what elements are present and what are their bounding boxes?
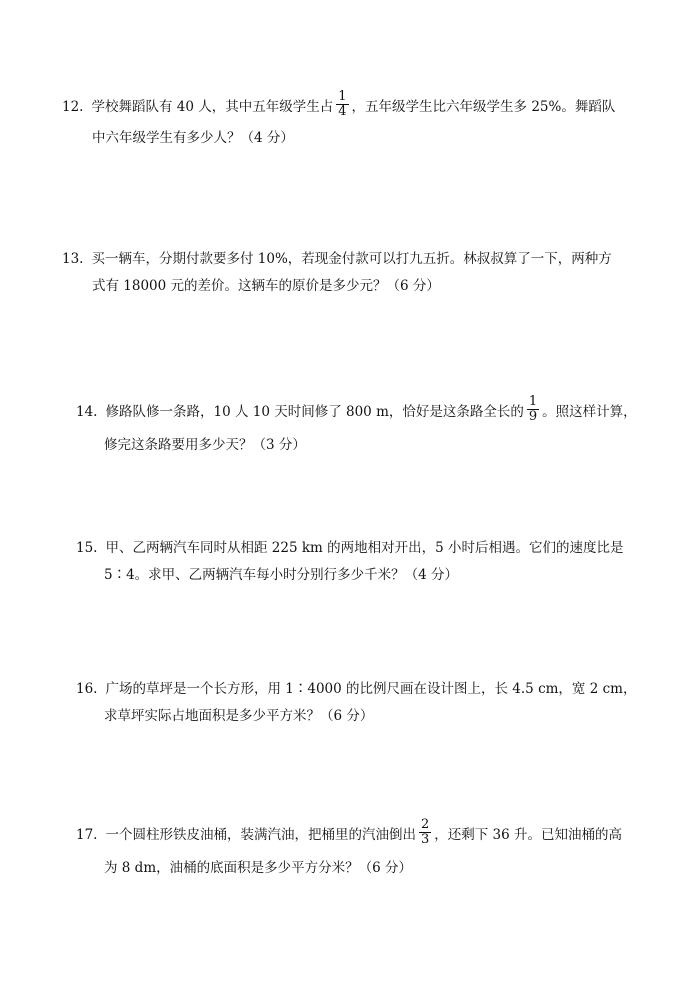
problem-12-fraction bbox=[336, 90, 348, 119]
problem-16-line-1 bbox=[76, 679, 636, 699]
problem-14-line-2 bbox=[104, 435, 306, 455]
problem-17-line-2 bbox=[104, 858, 412, 878]
problem-17-line-1 bbox=[76, 817, 623, 849]
fraction-denominator: 3 bbox=[420, 832, 430, 847]
problem-14-text-b: 。照这样计算， bbox=[542, 403, 637, 420]
problem-12-text-2: 中六年级学生有多少人？（4 分） bbox=[92, 130, 294, 146]
fraction-denominator: 9 bbox=[528, 409, 538, 424]
problem-14-number: 14. bbox=[76, 403, 98, 420]
problem-13-line-2 bbox=[92, 276, 440, 296]
problem-16-line-2 bbox=[104, 706, 373, 726]
problem-14-fraction bbox=[527, 395, 539, 424]
fraction-numerator: 2 bbox=[420, 817, 430, 832]
problem-17-text-a: 一个圆柱形铁皮油桶，装满汽油，把桶里的汽油倒出 bbox=[105, 826, 416, 843]
fraction-numerator: 1 bbox=[338, 89, 347, 104]
problem-13-number: 13. bbox=[62, 251, 84, 267]
problem-16-text-1: 广场的草坪是一个长方形，用 1∶4000 的比例尺画在设计图上，长 4.5 cm，宽 2 cm， bbox=[105, 681, 637, 697]
problem-17-fraction bbox=[419, 818, 431, 847]
problem-17-text-2: 为 8 dm，油桶的底面积是多少平方分米？（6 分） bbox=[104, 860, 412, 876]
problem-14-text-2: 修完这条路要用多少天？（3 分） bbox=[104, 437, 306, 453]
problem-15-text-2: 5∶4。求甲、乙两辆汽车每小时分别行多少千米？（4 分） bbox=[104, 567, 459, 583]
problem-14-line-1 bbox=[76, 394, 637, 426]
problem-17-number: 17. bbox=[76, 826, 98, 843]
problem-16-text-2: 求草坪实际占地面积是多少平方米？（6 分） bbox=[104, 708, 374, 724]
problem-12-number: 12. bbox=[62, 98, 84, 115]
problem-16-number: 16. bbox=[76, 681, 98, 697]
problem-14-text-a: 修路队修一条路，10 人 10 天时间修了 800 m，恰好是这条路全长的 bbox=[105, 403, 524, 420]
problem-13-text-2: 式有 18000 元的差价。这辆车的原价是多少元？（6 分） bbox=[92, 278, 440, 294]
problem-12-text-a: 学校舞蹈队有 40 人，其中五年级学生占 bbox=[91, 98, 334, 115]
problem-12-line-1 bbox=[62, 89, 616, 121]
problem-12-line-2 bbox=[92, 128, 294, 148]
fraction-denominator: 4 bbox=[338, 104, 347, 119]
problem-15-text-1: 甲、乙两辆汽车同时从相距 225 km 的两地相对开出，5 小时后相遇。它们的速度比是 bbox=[105, 540, 624, 556]
problem-17-text-b: ，还剩下 36 升。已知油桶的高 bbox=[434, 826, 623, 843]
problem-15-line-2 bbox=[104, 565, 458, 585]
problem-13-line-1 bbox=[62, 249, 612, 269]
problem-15-number: 15. bbox=[76, 540, 98, 556]
problem-13-text-1: 买一辆车，分期付款要多付 10%，若现金付款可以打九五折。林叔叔算了一下，两种方 bbox=[91, 251, 612, 267]
problem-15-line-1 bbox=[76, 538, 624, 558]
fraction-numerator: 1 bbox=[528, 394, 538, 409]
problem-12-text-b: ，五年级学生比六年级学生多 25%。舞蹈队 bbox=[351, 98, 616, 115]
